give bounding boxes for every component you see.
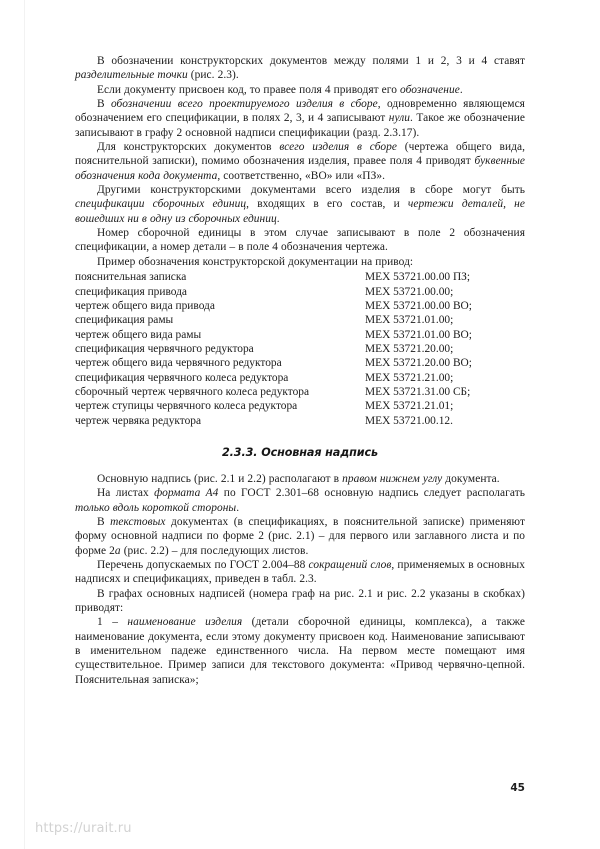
text-run: .	[276, 212, 280, 225]
p-code-assigned	[75, 83, 525, 97]
text-run: , одновременно являющемся обозначением его спецификации, в полях 2, 3, и 4 записывают	[75, 98, 525, 125]
p-other-docs	[75, 183, 525, 226]
text-run: Пример обозначения конструкторской документации на привод:	[97, 255, 414, 268]
text-run: , входящих в его состав, и	[246, 198, 408, 211]
document-name: чертеж общего вида червячного редуктора	[75, 357, 282, 370]
text-run: .	[236, 501, 240, 514]
document-name: чертеж ступицы червячного колеса редуктора	[75, 400, 298, 413]
text-run: В	[97, 98, 111, 111]
emphasis-run: чертежи деталей, не вошедших ни в одну из сборочных единиц	[75, 198, 525, 225]
document-designation-list	[75, 270, 525, 428]
document-name: пояснительная записка	[75, 271, 187, 284]
watermark-url: https://urait.ru	[35, 821, 132, 836]
document-designation-row	[75, 270, 525, 284]
document-name: спецификация червячного редуктора	[75, 342, 254, 355]
emphasis-run: буквенные обозначения кода документа	[75, 155, 525, 182]
section-heading: 2.3.3. Основная надпись	[221, 445, 378, 459]
document-designation-row	[75, 371, 525, 385]
emphasis-run: сокращений слов	[308, 559, 392, 571]
document-designation-row	[75, 399, 525, 413]
document-code: МЕХ 53721.01.00;	[365, 314, 454, 327]
p-field-1	[75, 615, 525, 687]
text-run: В обозначении конструкторских документов между полями 1 и 2, 3 и 4 ставят	[97, 55, 525, 67]
document-name: спецификация привода	[75, 285, 187, 298]
document-name: чертеж общего вида рамы	[75, 328, 202, 341]
p-abbreviations	[75, 558, 525, 587]
document-name: сборочный чертеж червячного колеса редуктора	[75, 385, 310, 398]
document-code: МЕХ 53721.00.00;	[365, 285, 454, 298]
p-example-intro	[75, 255, 525, 269]
emphasis-run: формата А4	[154, 487, 219, 500]
document-code: МЕХ 53721.31.00 СБ;	[365, 385, 471, 398]
document-designation-row	[75, 299, 525, 313]
document-code: МЕХ 53721.21.00;	[365, 371, 454, 384]
document-code: МЕХ 53721.01.00 ВО;	[365, 328, 472, 341]
document-designation-row	[75, 385, 525, 399]
text-run: документах (в спецификациях, в пояснительной записке) применяют форму основной надписи по форме 2 (рис. 2.1) – для первого или заглавного листа и по форме 2	[75, 515, 525, 557]
document-code: МЕХ 53721.00.12.	[365, 414, 453, 427]
page-number: 45	[510, 782, 525, 794]
document-code: МЕХ 53721.20.00 ВО;	[365, 357, 472, 370]
p-a4-sheets	[75, 486, 525, 515]
p-title-block-location	[75, 472, 525, 486]
emphasis-run: всего изделия в сборе	[279, 141, 398, 154]
emphasis-run: спецификации сборочных единиц	[75, 198, 247, 211]
document-designation-row	[75, 342, 525, 356]
text-run: Если документу присвоен код, то правее поля 4 приводят его	[97, 83, 401, 96]
text-run: Основную надпись (рис. 2.1 и 2.2) располагают в	[97, 472, 343, 485]
paragraph-group-bottom	[75, 472, 525, 687]
text-run: На листах	[97, 487, 155, 500]
text-run: (рис. 2.2) – для последующих листов.	[120, 544, 309, 557]
text-run: В графах основных надписей (номера граф на рис. 2.1 и рис. 2.2 указаны в скобках) приводят:	[75, 587, 525, 615]
text-run: . Такое же обозначение записывают в графу 2 основной надписи спецификации (разд. 2.3.17).	[75, 112, 525, 139]
emphasis-run: наименование изделия	[127, 616, 243, 629]
document-code: МЕХ 53721.00.00 ВО;	[365, 299, 472, 312]
text-run: по ГОСТ 2.301–68 основную надпись следует располагать	[218, 487, 525, 500]
text-run: , применяемых в основных надписях и спецификациях, приведен в табл. 2.3.	[75, 559, 525, 586]
p-separator-dots	[75, 54, 525, 83]
emphasis-run: текстовых	[110, 515, 166, 528]
document-name: спецификация червячного колеса редуктора	[75, 371, 289, 384]
p-text-documents	[75, 515, 525, 558]
p-title-block-fields	[75, 587, 525, 616]
text-run: В	[97, 515, 111, 528]
text-run: (рис. 2.3).	[187, 69, 239, 82]
document-designation-row	[75, 356, 525, 370]
document-designation-row	[75, 328, 525, 342]
text-run: , соответственно, «ВО» или «ПЗ».	[217, 169, 386, 182]
p-whole-product-designation	[75, 97, 525, 140]
text-run: Перечень допускаемых по ГОСТ 2.004–88	[97, 559, 309, 571]
text-run: Для конструкторских документов	[97, 141, 280, 154]
text-run: .	[459, 83, 463, 96]
document-name: чертеж общего вида привода	[75, 299, 215, 312]
page-content	[75, 54, 525, 687]
emphasis-run: обозначении всего проектируемого изделия в сборе	[110, 98, 378, 111]
document-code: МЕХ 53721.00.00 ПЗ;	[365, 271, 471, 284]
document-name: чертеж червяка редуктора	[75, 414, 202, 427]
spacer-before-heading	[75, 429, 525, 446]
document-code: МЕХ 53721.20.00;	[365, 342, 454, 355]
text-run: (детали сборочной единицы, комплекса), а также наименование документа, если этому документу присвоен код. Наименование записывают в именительном падеже единственного числа. На первом месте помещают имя существительное. Пример записи для текстового документа: «Привод червячно-цепной. Пояснительная записка»;	[75, 616, 526, 686]
spacer-after-heading	[75, 460, 525, 472]
p-assembly-unit-number	[75, 226, 525, 255]
text-run: Номер сборочной единицы в этом случае записывают в поле 2 обозначения спецификации, а номер детали – в поле 4 обозначения чертежа.	[75, 227, 525, 254]
text-run: (чертежа общего вида, пояснительной записки), помимо обозначения изделия, правее поля 4 приводят	[75, 141, 525, 168]
p-assembly-docs	[75, 140, 525, 183]
emphasis-run: а	[114, 544, 121, 557]
text-run: Другими конструкторскими документами всего изделия в сборе могут быть	[97, 184, 525, 197]
emphasis-run: правом нижнем углу	[342, 472, 443, 485]
emphasis-run: разделительные точки	[75, 69, 188, 82]
text-run: документа.	[442, 472, 500, 485]
text-run: 1 –	[97, 616, 128, 629]
document-designation-row	[75, 414, 525, 428]
paragraph-group-top	[75, 54, 525, 269]
emphasis-run: только вдоль короткой стороны	[75, 501, 237, 514]
document-designation-row	[75, 285, 525, 299]
document-designation-row	[75, 313, 525, 327]
document-code: МЕХ 53721.21.01;	[365, 400, 454, 413]
emphasis-run: обозначение	[400, 83, 460, 96]
document-name: спецификация рамы	[75, 314, 174, 327]
emphasis-run: нули	[388, 112, 411, 125]
